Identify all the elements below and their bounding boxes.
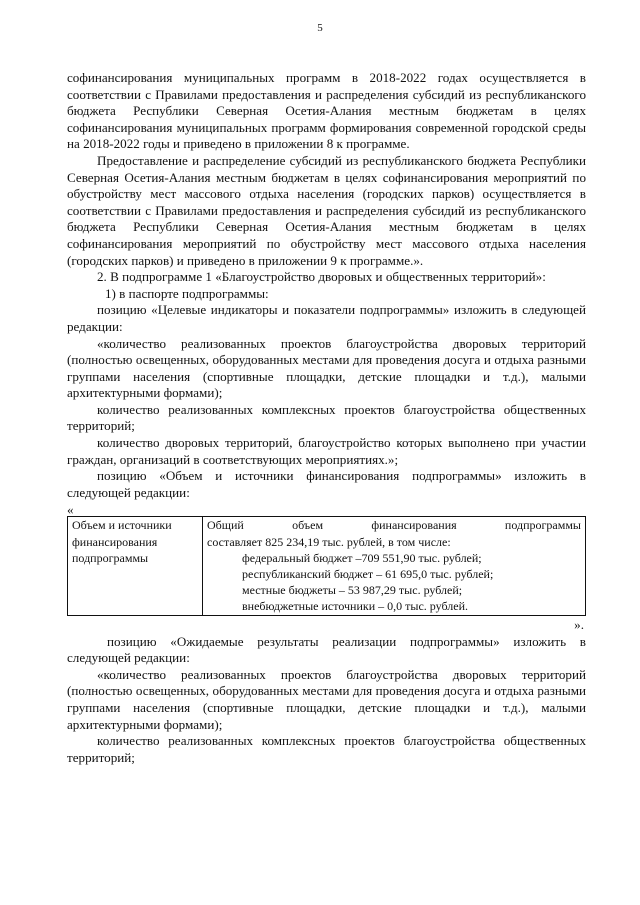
list-item-passport: 1) в паспорте подпрограммы: [105,285,269,301]
financing-table [67,516,586,615]
paragraph-indicator-public: количество реализованных комплексных проектов благоустройства общественных территорий; [67,401,586,434]
quote-close-mark: ». [574,616,584,632]
financing-line-local: местные бюджеты – 53 987,29 тыс. рублей; [242,583,463,598]
table-row [68,517,586,615]
quote-open-mark: « [67,502,74,518]
financing-line-total: Общий объем финансирования подпрограммы [207,518,581,533]
financing-line-total-amount: составляет 825 234,19 тыс. рублей, в том числе: [207,534,451,549]
paragraph-indicator-yards: «количество реализованных проектов благоустройства дворовых территорий (полностью освещенных, оборудованных местами для проведения досуга и отдыха разными группами населения (спортивные площадки, детские площадки и т.д.), малыми архитектурными формами); [67,335,586,401]
paragraph-indicator-citizens: количество дворовых территорий, благоустройство которых выполнено при участии граждан, организаций в соответствующих мероприятиях.»; [67,435,586,467]
table-cell-label: Объем и источники финансирования подпрограммы [68,517,203,615]
paragraph-parks-subsidies: Предоставление и распределение субсидий из республиканского бюджета Республики Северная Осетия-Алания местным бюджетам в целях софинансирования мероприятий по обустройству мест массового отдыха населения (городских парков) осуществляется в соответствии с Правилами предоставления и распределения субсидий из республиканского бюджета Республики Северная Осетия-Алания местным бюджетам в целях софинансирования мероприятий по обустройству мест массового отдыха населения (городских парков) и приведено в приложении 9 к программе.». [67,152,586,268]
paragraph-cofinancing-rules: софинансирования муниципальных программ в 2018-2022 годах осуществляется в соответствии с Правилами предоставления и распределения субсидий из республиканского бюджета Республики Северная Осетия-Алания местным бюджетам в целях софинансирования муниципальных программ формирования современной городской среды на 2018-2022 годы и приведено в приложении 8 к программе. [67,70,586,152]
paragraph-result-public: количество реализованных комплексных проектов благоустройства общественных территорий; [67,733,586,765]
paragraph-subprogram-1: 2. В подпрограмме 1 «Благоустройство дворовых и общественных территорий»: [97,269,546,285]
paragraph-target-indicators: позицию «Целевые индикаторы и показатели подпрограммы» изложить в следующей редакции: [67,302,586,334]
paragraph-financing-position: позицию «Объем и источники финансирования подпрограммы» изложить в следующей редакции: [67,468,586,500]
financing-line-extrabudgetary: внебюджетные источники – 0,0 тыс. рублей. [242,599,469,614]
page-number: 5 [317,22,323,34]
paragraph-expected-results: позицию «Ожидаемые результаты реализации подпрограммы» изложить в следующей редакции: [67,633,586,666]
financing-line-republican: республиканский бюджет – 61 695,0 тыс. рублей; [242,567,494,582]
financing-line-federal: федеральный бюджет –709 551,90 тыс. рублей; [242,550,482,565]
paragraph-result-yards: «количество реализованных проектов благоустройства дворовых территорий (полностью освещенных, оборудованных местами для проведения досуга и отдыха разными группами населения (спортивные площадки, детские площадки и т.д.), малыми архитектурными формами); [67,666,586,732]
document-body [67,70,586,766]
table-cell-financing [203,517,586,615]
